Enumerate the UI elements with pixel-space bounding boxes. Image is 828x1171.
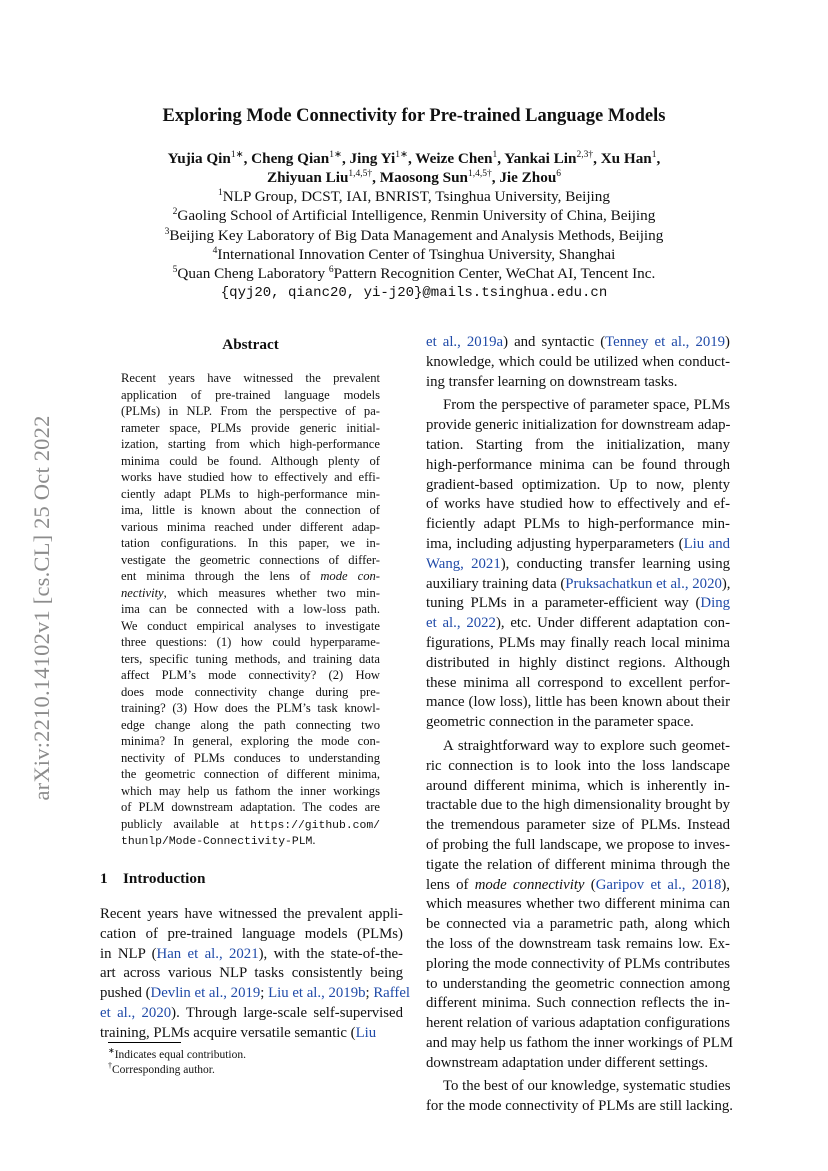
text-line <box>426 396 730 416</box>
text-run: ent minima through the lens of <box>121 569 321 583</box>
text-line <box>121 502 380 519</box>
section-number: 1 <box>100 870 108 887</box>
text-line <box>121 601 380 618</box>
text-run: gradient-based optimization. Up to now, plenty <box>426 476 730 493</box>
italic-term: mode connectivity <box>474 876 585 893</box>
citation-link[interactable]: et al., 2020 <box>100 1004 172 1021</box>
text-line <box>121 486 380 503</box>
text-run: herent relation of various adaptation configurations <box>426 1015 730 1032</box>
text-run: We conduct empirical analyses to investigate <box>121 618 380 633</box>
text-run: ima can be connected with a low-loss path. <box>121 602 380 616</box>
text-line <box>426 654 730 674</box>
text-run: ima, including adjusting hyperparameters ( <box>426 535 684 552</box>
text-run: which may help us fathom the inner workings <box>121 783 380 798</box>
paragraph <box>426 737 733 1074</box>
abstract-body <box>121 370 380 849</box>
text-line <box>121 469 380 486</box>
text-run: geometric connection in the parameter space. <box>426 714 694 731</box>
text-line <box>426 895 730 915</box>
citation-link[interactable]: Raffel <box>373 985 411 1002</box>
author-marker: 1∗ <box>395 150 408 160</box>
text-run: rameter space, PLMs provide generic initial- <box>121 420 380 435</box>
text-run: To the best of our knowledge, systematic studies <box>443 1078 731 1095</box>
citation-link[interactable]: Garipov et al., 2018 <box>595 876 722 893</box>
citation-link[interactable]: Pruksachatkun et al., 2020 <box>565 575 722 592</box>
author-marker: 6 <box>556 169 562 179</box>
affiliation-line <box>0 246 828 264</box>
text-run: publicly available at <box>121 816 251 831</box>
text-line <box>426 594 730 614</box>
text-line <box>426 634 730 654</box>
text-run: minima could be found. Although plenty of <box>121 453 380 468</box>
text-run: of PLM downstream adaptation. The codes are <box>121 800 380 814</box>
text-run: ; <box>260 985 269 1002</box>
text-run: high-performance minima can be found through <box>426 456 730 473</box>
paragraph <box>426 396 730 733</box>
text-line <box>121 733 380 750</box>
text-line <box>426 777 730 797</box>
text-line <box>426 757 730 777</box>
text-line <box>426 935 730 955</box>
text-line <box>121 684 380 701</box>
introduction-body <box>100 905 411 1044</box>
paragraph <box>426 333 730 392</box>
text-run: of works have studied how to effectively and ef- <box>426 496 730 513</box>
text-line <box>426 975 730 995</box>
code-url[interactable]: https://github.com/ <box>250 819 380 832</box>
text-run: ), etc. Under different adaptation con- <box>495 615 731 632</box>
author-name: , Xu Han <box>593 150 652 168</box>
text-line <box>121 618 380 635</box>
code-url[interactable]: thunlp/Mode-Connectivity-PLM <box>121 836 313 848</box>
arxiv-stamp <box>22 366 62 850</box>
text-run: mance (low loss), little has been known about their <box>426 694 730 711</box>
text-run: pushed ( <box>100 985 151 1002</box>
text-run: vestigate the geometric connections of differ- <box>121 552 380 567</box>
text-line <box>121 535 380 552</box>
text-line <box>121 766 380 783</box>
text-run: application of pre-trained language models <box>121 387 380 402</box>
text-line <box>426 535 730 555</box>
author-marker: 1,4,5† <box>348 169 373 179</box>
text-run: , which measures whether two min- <box>163 585 380 600</box>
text-run: knowledge, which could be utilized when conduct- <box>426 353 730 370</box>
text-run: . <box>312 833 316 847</box>
footnote-marker: ∗ <box>108 1046 115 1055</box>
citation-link[interactable]: Ding <box>700 595 730 612</box>
text-run: affect PLM’s mode connectivity? (2) How <box>121 668 380 682</box>
text-run: these minima all correspond to excellent perfor- <box>426 674 730 691</box>
section-title: Introduction <box>123 870 206 887</box>
text-run: three questions: (1) how could hyperparame- <box>121 635 380 649</box>
author-name: , <box>656 150 661 168</box>
text-line <box>121 436 380 453</box>
text-line <box>426 495 730 515</box>
author-line <box>0 169 828 187</box>
italic-term: mode con- <box>320 569 381 583</box>
text-run: Recent years have witnessed the prevalent appli- <box>100 906 403 922</box>
text-run: various minima reached under different adap- <box>121 519 380 534</box>
author-name: , Yankai Lin <box>497 150 577 168</box>
affiliation-text: NLP Group, DCST, IAI, BNRIST, Tsinghua University, Beijing <box>222 188 610 206</box>
text-run: tigate the relation of different minima through the <box>426 856 730 873</box>
text-line <box>426 915 730 935</box>
text-run: From the perspective of parameter space, PLMs <box>443 397 730 414</box>
right-column-body <box>426 333 733 1117</box>
text-run: ric connection is to look into the loss landscape <box>426 757 730 774</box>
citation-link[interactable]: Liu et al., 2019b <box>268 985 366 1002</box>
text-run: ciently adapt PLMs to high-performance min- <box>121 486 380 501</box>
affiliation-marker: 3 <box>164 227 170 237</box>
text-run: ) and syntactic ( <box>503 334 606 350</box>
text-line <box>121 585 380 602</box>
text-line <box>426 856 730 876</box>
text-line <box>426 876 730 896</box>
affiliation-text: Gaoling School of Artificial Intelligence, Renmin University of China, Beijing <box>177 207 656 225</box>
footnote-equal-contribution <box>108 1046 246 1061</box>
text-run: Recent years have witnessed the prevalent <box>121 371 380 385</box>
text-line <box>121 634 380 651</box>
citation-link[interactable]: et al., 2019a <box>426 334 504 350</box>
affiliation-marker: 5 <box>172 265 178 275</box>
text-line <box>426 1077 730 1097</box>
author-name: , Jing Yi <box>341 150 396 168</box>
citation-link[interactable]: Tenney et al., 2019 <box>605 334 726 350</box>
footnote-text: Indicates equal contribution. <box>114 1048 246 1061</box>
text-line <box>121 667 380 684</box>
text-line <box>121 568 380 585</box>
text-line <box>426 476 730 496</box>
paper-title: Exploring Mode Connectivity for Pre-trained Language Models <box>162 106 666 126</box>
text-run: art across various NLP tasks consistently being <box>100 965 403 982</box>
text-run: be connected via a parametric path, along which <box>426 916 730 933</box>
text-line <box>426 333 730 353</box>
arxiv-id: arXiv:2210.14102v1 [cs.CL] 25 Oct 2022 <box>29 415 54 801</box>
section-heading <box>100 870 205 888</box>
author-name: , Maosong Sun <box>372 169 468 187</box>
affiliation-line <box>0 188 828 206</box>
text-line <box>426 1054 730 1074</box>
author-marker: 2,3† <box>576 150 594 160</box>
text-line <box>426 353 730 373</box>
text-run: different minima. Such connection reflects the in- <box>426 995 730 1012</box>
text-line <box>121 370 380 387</box>
text-line <box>100 1004 403 1024</box>
text-run: ficiently adapt PLMs to high-performance min- <box>426 516 730 533</box>
text-line <box>121 552 380 569</box>
text-run: training, PLMs acquire versatile semantic ( <box>100 1024 356 1041</box>
affiliation-marker: 4 <box>212 246 218 256</box>
affiliation-text: Quan Cheng Laboratory <box>177 265 329 283</box>
text-run: tractable due to the high dimensionality brought by <box>426 797 730 814</box>
author-marker: 1∗ <box>329 150 342 160</box>
citation-link[interactable]: Liu and <box>683 535 730 552</box>
text-line <box>426 737 730 757</box>
citation-link[interactable]: Wang, 2021 <box>426 555 501 572</box>
author-name: , Weize Chen <box>407 150 493 168</box>
text-line <box>426 674 730 694</box>
text-run: tation. Starting from the initialization, many <box>426 436 730 453</box>
italic-term: nectivity <box>121 585 164 600</box>
text-line <box>426 416 730 436</box>
text-run: ), <box>721 876 730 893</box>
text-run: ), with the state-of-the- <box>258 945 403 962</box>
contact-email: {qyj20, qianc20, yi-j20}@mails.tsinghua.edu.cn <box>220 285 608 301</box>
text-line <box>426 456 730 476</box>
text-line <box>426 373 730 393</box>
text-line <box>426 1097 733 1117</box>
text-line <box>426 796 730 816</box>
text-run: ) <box>725 334 730 350</box>
text-line <box>121 700 380 717</box>
text-line <box>426 994 730 1014</box>
text-run: A straightforward way to explore such geomet- <box>443 737 730 754</box>
text-line <box>100 905 403 925</box>
text-run: edge change along the path connecting two <box>121 717 380 732</box>
text-run: (PLMs) in NLP. From the perspective of pa- <box>121 404 380 418</box>
author-marker: 1 <box>651 150 657 160</box>
author-line <box>0 149 828 168</box>
text-line <box>121 750 380 767</box>
text-run: which measures whether two different minima can <box>426 896 730 913</box>
text-run: for the mode connectivity of PLMs are still lacking. <box>426 1098 733 1115</box>
text-line <box>100 984 411 1004</box>
text-run: ing transfer learning on downstream tasks. <box>426 373 678 390</box>
affiliation-line <box>0 265 828 283</box>
text-line <box>121 717 380 734</box>
author-name: Zhiyuan Liu <box>266 169 349 187</box>
text-run: ). Through large-scale self-supervised <box>171 1004 404 1021</box>
text-line <box>121 387 380 404</box>
text-line <box>426 816 730 836</box>
text-line <box>100 925 403 945</box>
author-marker: 1,4,5† <box>467 169 492 179</box>
footnote-marker: † <box>108 1061 112 1070</box>
text-line <box>121 420 380 437</box>
text-line <box>426 436 730 456</box>
text-run: does mode connectivity change during pre- <box>121 684 380 699</box>
author-name: Yujia Qin <box>167 150 231 168</box>
text-run: ploring the mode connectivity of PLMs contributes <box>426 955 730 972</box>
author-name: , Cheng Qian <box>243 150 330 168</box>
text-run: ima, little is known about the connection of <box>121 503 380 517</box>
affiliation-marker: 1 <box>218 188 223 198</box>
author-marker: 1 <box>492 150 498 160</box>
text-run: tuning PLMs in a parameter-efficient way ( <box>426 595 701 612</box>
text-run: the tremendous parameter size of PLMs. Instead <box>426 817 730 834</box>
text-run: tation configurations. In this paper, we in- <box>121 536 380 550</box>
text-run: and may help us fathom the inner workings of PLM <box>426 1034 733 1051</box>
text-line <box>100 1024 403 1044</box>
text-run: nectivity of PLMs conduces to understanding <box>121 750 380 765</box>
text-run: ), <box>721 575 731 592</box>
text-line <box>426 836 730 856</box>
text-run: ters, specific tuning methods, and training data <box>121 651 380 666</box>
footnote-rule <box>108 1042 181 1043</box>
text-run: minima? In general, exploring the mode con- <box>121 734 380 748</box>
text-line <box>121 816 380 833</box>
text-run: cation of pre-trained language models (PLMs) <box>100 925 403 942</box>
text-line <box>121 651 380 668</box>
text-line <box>121 453 380 470</box>
citation-link[interactable]: Liu <box>355 1024 377 1041</box>
affiliation-text: Pattern Recognition Center, WeChat AI, Tencent Inc. <box>333 265 656 283</box>
text-line <box>100 964 403 984</box>
affiliation-line <box>0 227 828 245</box>
footnote-corresponding-author <box>108 1061 215 1076</box>
text-run: ( <box>584 876 596 893</box>
author-marker: 1∗ <box>230 150 244 160</box>
text-run: auxiliary training data ( <box>426 575 566 592</box>
text-run: of probing the full landscape, we propose to inves- <box>426 836 730 853</box>
text-line <box>426 1034 733 1054</box>
citation-link[interactable]: Han et al., 2021 <box>156 945 259 962</box>
text-run: the loss of the downstream task remains low. Ex- <box>426 935 730 952</box>
author-name: , Jie Zhou <box>491 169 557 187</box>
text-line <box>426 515 730 535</box>
citation-link[interactable]: Devlin et al., 2019 <box>150 985 261 1002</box>
text-line <box>426 1014 730 1034</box>
paragraph <box>426 1077 733 1117</box>
text-line <box>426 575 730 595</box>
text-run: to understanding the geometric connection among <box>426 975 730 992</box>
text-line <box>121 403 380 420</box>
affiliation-marker: 2 <box>172 207 178 217</box>
affiliation-line <box>0 207 828 225</box>
text-run: ), conducting transfer learning using <box>500 555 730 572</box>
affiliation-text: International Innovation Center of Tsinghua University, Shanghai <box>217 246 616 264</box>
affiliation-marker: 6 <box>328 265 334 275</box>
text-run: around different minima, which is inherently in- <box>426 777 730 794</box>
footnote-text: Corresponding author. <box>112 1063 215 1076</box>
text-run: works have studied how to effectively and effi- <box>121 470 380 484</box>
text-line <box>100 945 403 965</box>
affiliation-text: Beijing Key Laboratory of Big Data Management and Analysis Methods, Beijing <box>169 227 664 245</box>
text-line <box>426 693 730 713</box>
text-line <box>426 614 730 634</box>
text-run: training? (3) How does the PLM’s task knowl- <box>121 701 380 715</box>
text-run: provide generic initialization for downstream adap- <box>426 417 731 434</box>
citation-link[interactable]: et al., 2022 <box>426 615 496 632</box>
text-line <box>426 555 730 575</box>
text-run: downstream adaptation under different settings. <box>426 1054 709 1071</box>
text-run: ; <box>365 985 374 1002</box>
text-line <box>426 955 730 975</box>
text-run: lens of <box>426 876 475 893</box>
text-line <box>426 713 730 733</box>
text-run: in NLP ( <box>100 945 157 962</box>
text-run: ization, starting from which high-performance <box>121 437 380 451</box>
text-line <box>121 832 380 849</box>
abstract-heading: Abstract <box>222 336 279 353</box>
text-line <box>121 783 380 800</box>
text-run: figurations, PLMs may finally reach local minima <box>426 634 730 651</box>
text-line <box>121 519 380 536</box>
text-run: distributed in highly distinct regions. Although <box>426 654 730 671</box>
text-run: the geometric connection of different minima, <box>121 767 380 781</box>
text-line <box>121 799 380 816</box>
